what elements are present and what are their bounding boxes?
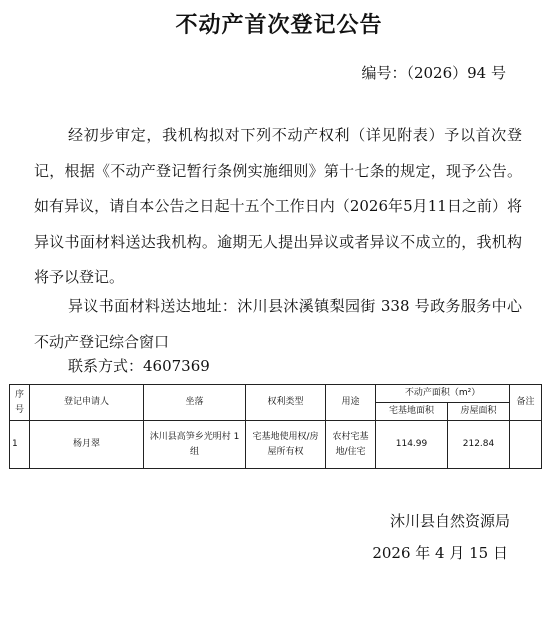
issuing-authority: 沐川县自然资源局	[389, 512, 510, 530]
cell-remark	[510, 421, 542, 469]
page-title: 不动产首次登记公告	[175, 12, 383, 38]
cell-right-type: 宅基地使用权/房屋所有权	[246, 421, 326, 469]
document-number: 编号：（2026）94 号	[361, 64, 506, 82]
contact-info: 联系方式：4607369	[68, 357, 210, 375]
cell-house-area: 212.84	[448, 421, 510, 469]
notice-paragraph: 经初步审定，我机构拟对下列不动产权利（详见附表）予以首次登记，根据《不动产登记暂行条例实施细则》第十七条的规定，现予公告。如有异议，请自本公告之日起十五个工作日内（2026年5月11日之前）将异议书面材料送达我机构。逾期无人提出异议或者异议不成立的，我机构将予以登记。	[34, 126, 522, 286]
registration-table	[9, 384, 542, 469]
header-house-area: 房屋面积	[448, 403, 510, 421]
header-seq: 序号	[10, 385, 30, 421]
header-right-type: 权利类型	[246, 385, 326, 421]
header-location: 坐落	[144, 385, 246, 421]
header-applicant: 登记申请人	[30, 385, 144, 421]
cell-seq: 1	[10, 421, 30, 469]
cell-land-area: 114.99	[376, 421, 448, 469]
table-header-row	[10, 385, 542, 403]
header-area-group: 不动产面积（m²）	[376, 385, 510, 403]
header-land-area: 宅基地面积	[376, 403, 448, 421]
header-remark: 备注	[510, 385, 542, 421]
objection-address-paragraph: 异议书面材料送达地址：沐川县沐溪镇梨园街 338 号政务服务中心不动产登记综合窗口	[34, 297, 522, 351]
issue-date: 2026 年 4 月 15 日	[372, 544, 508, 562]
cell-usage: 农村宅基地/住宅	[326, 421, 376, 469]
table-row	[10, 421, 542, 469]
header-usage: 用途	[326, 385, 376, 421]
cell-applicant: 杨月翠	[30, 421, 144, 469]
cell-location: 沐川县高笋乡光明村 1 组	[144, 421, 246, 469]
